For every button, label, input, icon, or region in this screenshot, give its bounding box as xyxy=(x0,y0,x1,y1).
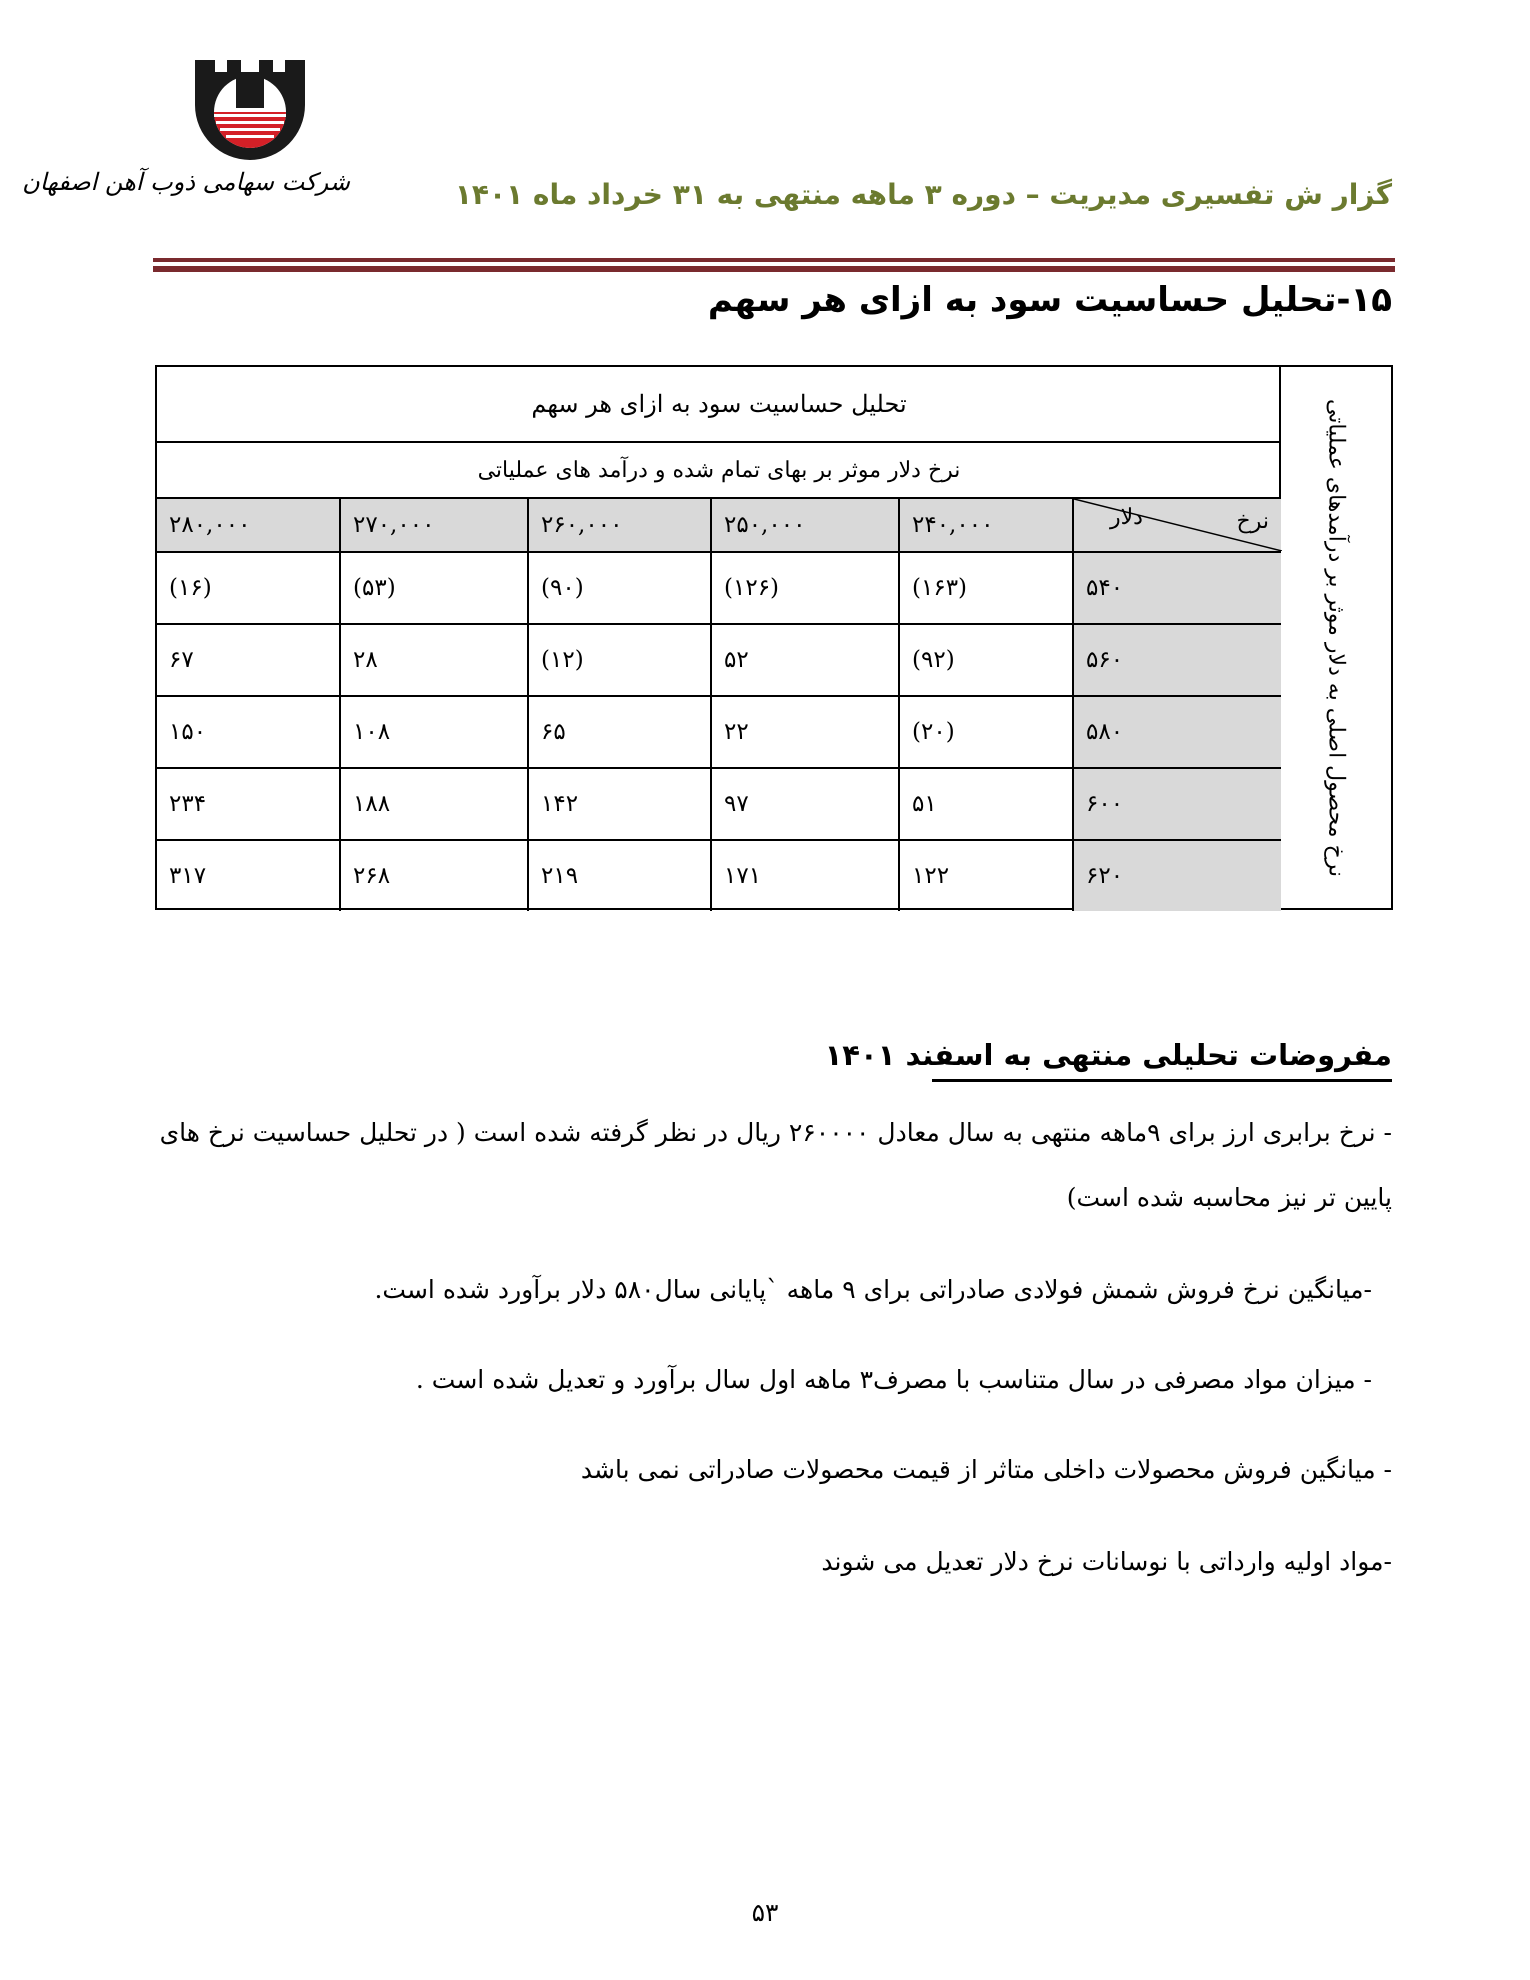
table-cell: (۵۳) xyxy=(340,552,528,624)
assumptions-title-underline xyxy=(932,1079,1392,1082)
table-cell: ۲۶۸ xyxy=(340,840,528,911)
report-header-title: گزار ش تفسیری مدیریت – دوره ۳ ماهه منتهی به ۳۱ خرداد ماه ۱۴۰۱ xyxy=(454,178,1392,211)
table-cell: ۱۸۸ xyxy=(340,768,528,840)
table-cell: ۹۷ xyxy=(711,768,899,840)
assumption-1-line-2: پایین تر نیز محاسبه شده است) xyxy=(1066,1183,1392,1212)
table-cell: ۳۱۷ xyxy=(157,840,340,911)
header-divider-thin xyxy=(153,258,1395,262)
header-divider-thick xyxy=(153,266,1395,272)
corner-rate-label: نرخ xyxy=(1236,509,1269,534)
table-cell: ۵۱ xyxy=(899,768,1073,840)
column-header: ۲۷۰,۰۰۰ xyxy=(340,499,528,552)
column-header: ۲۴۰,۰۰۰ xyxy=(899,499,1073,552)
company-logo xyxy=(22,50,350,220)
table-cell: (۹۲) xyxy=(899,624,1073,696)
table-cell: ۱۵۰ xyxy=(157,696,340,768)
logo-emblem-icon xyxy=(185,50,315,165)
assumption-4: - میانگین فروش محصولات داخلی متاثر از قیمت محصولات صادراتی نمی باشد xyxy=(580,1455,1392,1484)
table-cell: (۱۶۳) xyxy=(899,552,1073,624)
table-cell: ۲۱۹ xyxy=(528,840,711,911)
assumption-1-line-1: - نرخ برابری ارز برای ۹ماهه منتهی به سال معادل ۲۶۰۰۰۰ ریال در نظر گرفته شده است ( در تحلیل حساسیت نرخ های xyxy=(159,1118,1392,1147)
assumption-5: -مواد اولیه وارداتی با نوسانات نرخ دلار تعدیل می شوند xyxy=(821,1547,1392,1576)
table-cell: (۱۲) xyxy=(528,624,711,696)
column-header-row xyxy=(157,499,1281,552)
table-cell: ۶۷ xyxy=(157,624,340,696)
company-name: شرکت سهامی ذوب آهن اصفهان xyxy=(22,168,350,196)
table-cell: ۶۵ xyxy=(528,696,711,768)
page-number: ۵۳ xyxy=(751,1898,779,1927)
table-row xyxy=(157,552,1281,624)
row-rate-cell: ۶۲۰ xyxy=(1073,840,1281,911)
column-header: ۲۶۰,۰۰۰ xyxy=(528,499,711,552)
section-title: ۱۵-تحلیل حساسیت سود به ازای هر سهم xyxy=(707,280,1392,320)
column-header: ۲۸۰,۰۰۰ xyxy=(157,499,340,552)
table-cell: (۹۰) xyxy=(528,552,711,624)
table-cell: ۲۳۴ xyxy=(157,768,340,840)
table-row xyxy=(157,768,1281,840)
table-cell: ۱۴۲ xyxy=(528,768,711,840)
row-rate-cell: ۶۰۰ xyxy=(1073,768,1281,840)
side-label-cell xyxy=(1279,367,1391,908)
table-cell: ۱۰۸ xyxy=(340,696,528,768)
table-cell: ۱۲۲ xyxy=(899,840,1073,911)
sensitivity-grid xyxy=(157,499,1281,911)
row-rate-cell: ۵۴۰ xyxy=(1073,552,1281,624)
table-cell: (۱۶) xyxy=(157,552,340,624)
table-cell: ۵۲ xyxy=(711,624,899,696)
table-row xyxy=(157,696,1281,768)
assumptions-title: مفروضات تحلیلی منتهی به اسفند ۱۴۰۱ xyxy=(824,1038,1392,1072)
assumption-3: - میزان مواد مصرفی در سال متناسب با مصرف۳ ماهه اول سال برآورد و تعدیل شده است . xyxy=(415,1365,1372,1394)
corner-header-cell xyxy=(1073,499,1281,552)
row-rate-cell: ۵۶۰ xyxy=(1073,624,1281,696)
sensitivity-table xyxy=(155,365,1393,910)
row-rate-cell: ۵۸۰ xyxy=(1073,696,1281,768)
table-cell: (۱۲۶) xyxy=(711,552,899,624)
assumption-2: -میانگین نرخ فروش شمش فولادی صادراتی برای ۹ ماهه `پایانی سال۵۸۰ دلار برآورد شده است. xyxy=(374,1275,1372,1304)
corner-dollar-label: دلار xyxy=(1110,505,1143,530)
table-cell: ۲۲ xyxy=(711,696,899,768)
table-subtitle: نرخ دلار موثر بر بهای تمام شده و درآمد های عملیاتی xyxy=(157,443,1281,499)
column-header: ۲۵۰,۰۰۰ xyxy=(711,499,899,552)
table-title: تحلیل حساسیت سود به ازای هر سهم xyxy=(157,367,1281,443)
table-row xyxy=(157,624,1281,696)
table-row xyxy=(157,840,1281,911)
table-cell: ۱۷۱ xyxy=(711,840,899,911)
table-cell: (۲۰) xyxy=(899,696,1073,768)
side-label: نرخ محصول اصلی به دلار موثر بر درآمدهای عملیاتی xyxy=(1323,398,1349,877)
table-cell: ۲۸ xyxy=(340,624,528,696)
